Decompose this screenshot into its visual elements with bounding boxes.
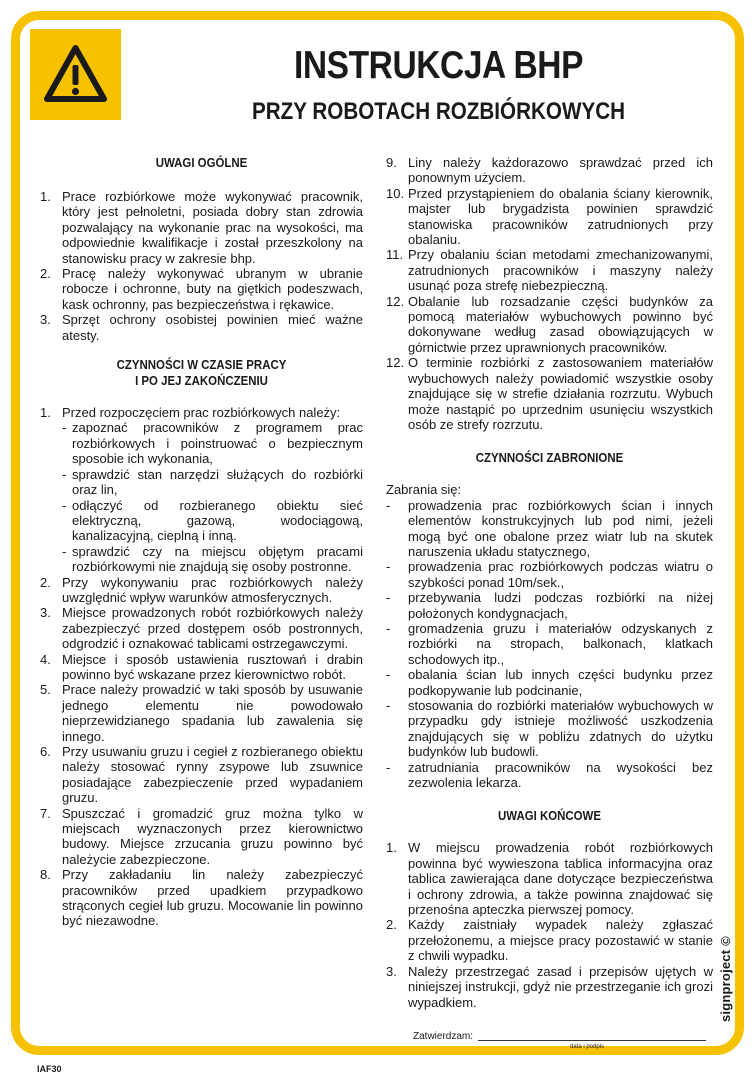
item-number: 1. — [40, 405, 51, 421]
bullet-dash: - — [386, 590, 391, 606]
item-number: 2. — [40, 574, 51, 590]
final-list — [386, 840, 713, 1009]
bullet-text: przebywania ludzi podczas rozbiórki na niżej położonych kondygnacjach, — [408, 590, 713, 621]
list-item — [40, 312, 363, 343]
left-column — [40, 155, 363, 929]
item-number: 10. — [386, 185, 405, 201]
item-number: 3. — [386, 963, 397, 979]
signature-line — [478, 1040, 706, 1041]
bullet-item — [386, 698, 713, 760]
bullet-item — [386, 667, 713, 698]
bullet-dash: - — [386, 620, 391, 636]
list-item — [40, 575, 363, 606]
page-title: INSTRUKCJA BHP — [293, 44, 584, 87]
item-number: 4. — [40, 651, 51, 667]
list-item — [386, 840, 713, 917]
list-item — [40, 266, 363, 312]
during-sublist — [40, 420, 363, 574]
bullet-item — [386, 590, 713, 621]
item-number: 6. — [40, 744, 51, 759]
item-text: Sprzęt ochrony osobistej powinien mieć ważne atesty. — [62, 312, 363, 343]
item-number: 12. — [386, 355, 405, 371]
list-item — [40, 867, 363, 929]
bullet-text: sprawdzić stan narzędzi służących do rozbiórki oraz lin, — [72, 466, 363, 498]
list-item — [40, 605, 363, 651]
bullet-dash: - — [62, 543, 67, 559]
bullet-dash: - — [62, 497, 67, 513]
item-text: Przed rozpoczęciem prac rozbiórkowych należy: — [62, 405, 341, 421]
right-column — [386, 155, 713, 1010]
bullet-text: prowadzenia prac rozbiórkowych podczas wiatru o szybkości ponad 10m/sek., — [408, 559, 713, 590]
bullet-item — [62, 544, 363, 575]
item-text: Przy zakładaniu lin należy zabezpieczyć pracowników przed upadkiem przypadkowo strąconych cegieł lub gruzu. Mocowanie lin powinno być niezawodne. — [62, 867, 363, 929]
continued-list — [386, 155, 713, 432]
warning-triangle-icon — [30, 29, 121, 120]
bullet-item — [62, 420, 363, 466]
general-list — [40, 189, 363, 343]
item-text: Przed przystąpieniem do obalania ściany kierownik, majster lub brygadzista powinien sprawdzić stanowiska pracowników zatrudnionych przy obalaniu. — [408, 185, 713, 248]
bullet-text: odłączyć od rozbieranego obiektu sieć elektryczną, gazową, wodociągową, kanalizacyjną, cieplną i inną. — [72, 497, 363, 544]
signature-caption: data i podpis — [570, 1044, 605, 1050]
item-number: 8. — [40, 867, 51, 883]
item-text: Prace należy prowadzić w taki sposób by usuwanie jednego elementu nie powodowało nieprzewidzianego spadania lub zawalenia się innego. — [62, 682, 363, 744]
warning-panel — [30, 29, 121, 120]
item-text: Liny należy każdorazowo sprawdzać przed ich ponownym użyciem. — [408, 155, 713, 186]
item-text: Prace rozbiórkowe może wykonywać pracownik, który jest pełnoletni, posiada dobry stan zdrowia pozwalający na wykonanie prac na wysokości, ma odpowiednie kwalifikacje i został przeszkolony na stanowisku pracy w zakresie bhp. — [62, 189, 363, 266]
forbidden-heading: CZYNNOŚCI ZABRONIONE — [475, 450, 624, 466]
bullet-item — [386, 498, 713, 560]
bullet-item — [62, 467, 363, 498]
brand-mark: signproject © — [718, 936, 733, 1022]
item-number: 3. — [40, 605, 51, 621]
during-heading-line2: I PO JEJ ZAKOŃCZENIU — [135, 373, 268, 389]
bullet-text: prowadzenia prac rozbiórkowych ścian i innych elementów konstrukcyjnych lub pod nimi, jeżeli mogą być one obalone przez wiatr lub na skutek naruszenia układu statycznego, — [408, 497, 713, 559]
list-item — [40, 405, 363, 420]
during-list — [40, 575, 363, 929]
item-text: Pracę należy wykonywać ubranym w ubranie robocze i ochronne, buty na giętkich podeszwach, kask ochronny, pas bezpieczeństwa i rękawice. — [62, 266, 363, 312]
bullet-dash: - — [386, 667, 391, 683]
forbidden-intro: Zabrania się: — [386, 482, 462, 498]
item-number: 5. — [40, 682, 51, 698]
bullet-dash: - — [62, 420, 67, 436]
bullet-dash: - — [386, 759, 391, 775]
list-item — [386, 355, 713, 432]
bullet-text: zapoznać pracowników z programem prac rozbiórkowych i poinstruować o bezpiecznym sposobie ich wykonania, — [72, 420, 363, 467]
bullet-item — [62, 498, 363, 544]
bullet-text: stosowania do rozbiórki materiałów wybuchowych w przypadku gdy istnieje możliwość uszkodzenia znajdujących się w pobliżu zdatnych do użytku budynków lub budowli. — [408, 698, 713, 760]
item-text: W miejscu prowadzenia robót rozbiórkowych powinna być wywieszona tablica informacyjna oraz tablica zawierająca dane dotyczące bezpieczeństwa i ochrony zdrowia, a także powinna znajdować się przenośna apteczka pierwszej pomocy. — [408, 840, 713, 918]
final-heading: UWAGI KOŃCOWE — [498, 808, 601, 824]
item-text: Każdy zaistniały wypadek należy zgłaszać przełożonemu, a miejsce pracy pozostawić w stanie z chwili wypadku. — [408, 917, 713, 964]
bullet-text: obalania ścian lub innych części budynku przez podkopywanie lub podcinanie, — [408, 667, 713, 698]
page-subtitle: PRZY ROBOTACH ROZBIÓRKOWYCH — [251, 98, 626, 125]
bullet-text: zatrudniania pracowników na wysokości bez zezwolenia lekarza. — [408, 759, 713, 791]
general-heading: UWAGI OGÓLNE — [155, 155, 248, 170]
item-number: 2. — [386, 917, 397, 933]
list-item — [40, 744, 363, 806]
item-text: O terminie rozbiórki z zastosowaniem materiałów wybuchowych należy powiadomić wszystkie osoby znajdujące się w strefie działania rozrzutu. Wybuch może nastąpić po uprzednim usunięciu wszystkich osób ze strefy rozrzutu. — [408, 355, 713, 432]
list-item — [40, 682, 363, 744]
item-text: Miejsce i sposób ustawienia rusztowań i drabin powinno być wskazane przez kierownictwo robót. — [62, 651, 363, 682]
list-item — [386, 247, 713, 293]
item-number: 3. — [40, 312, 51, 328]
bullet-dash: - — [62, 466, 67, 482]
item-text: Przy obalaniu ścian metodami zmechanizowanymi, zatrudnionych pracowników i maszyny należy usunąć poza strefę niebezpieczną. — [408, 247, 713, 294]
list-item — [386, 186, 713, 248]
list-item — [40, 806, 363, 868]
item-text: Miejsce prowadzonych robót rozbiórkowych należy zabezpieczyć przed dostępem osób postronnych, odgrodzić i oznakować tablicami ostrzegawczymi. — [62, 605, 363, 652]
list-item — [386, 294, 713, 356]
list-item — [386, 964, 713, 1010]
product-code: IAF30 — [37, 1064, 62, 1074]
bullet-item — [386, 559, 713, 590]
bullet-dash: - — [386, 559, 391, 575]
approve-label: Zatwierdzam: — [413, 1031, 474, 1042]
item-text: Obalanie lub rozsadzanie części budynków za pomocą materiałów wybuchowych powinno być dokonywane według zasad obowiązujących w górnictwie przez uprawnionych pracowników. — [408, 293, 713, 355]
forbidden-list — [386, 498, 713, 791]
item-number: 9. — [386, 155, 397, 170]
bullet-item — [386, 760, 713, 791]
item-number: 7. — [40, 805, 51, 821]
list-item — [386, 917, 713, 963]
list-item — [40, 189, 363, 266]
during-heading-line1: CZYNNOŚCI W CZASIE PRACY — [116, 357, 287, 373]
item-number: 1. — [386, 840, 397, 856]
bullet-dash: - — [386, 497, 391, 513]
item-text: Spuszczać i gromadzić gruz można tylko w miejscach wyznaczonych przez kierownictwo budowy. Miejsce zrzucania gruzu powinno być należycie zabezpieczone. — [62, 805, 363, 867]
item-text: Przy wykonywaniu prac rozbiórkowych należy uwzględnić wpływ warunków atmosferycznych. — [62, 574, 363, 605]
list-item — [40, 652, 363, 683]
bullet-dash: - — [386, 698, 391, 713]
list-item — [386, 155, 713, 186]
bullet-text: gromadzenia gruzu i materiałów odzyskanych z rozbiórki na stropach, balkonach, klatkach schodowych itp., — [408, 620, 713, 667]
item-text: Przy usuwaniu gruzu i cegieł z rozbieranego obiektu należy stosować rynny zsypowe lub zsuwnice posiadające zabezpieczenie przed wypadaniem gruzu. — [62, 744, 363, 806]
bullet-text: sprawdzić czy na miejscu objętym pracami rozbiórkowymi nie znajdują się osoby postronne. — [72, 543, 363, 575]
item-number: 2. — [40, 266, 51, 282]
item-text: Należy przestrzegać zasad i przepisów ujętych w niniejszej instrukcji, gdyż nie przestrzeganie ich grozi wypadkiem. — [408, 963, 713, 1010]
item-number: 12. — [386, 293, 405, 309]
bullet-item — [386, 621, 713, 667]
item-number: 1. — [40, 189, 51, 204]
item-number: 11. — [386, 247, 404, 263]
